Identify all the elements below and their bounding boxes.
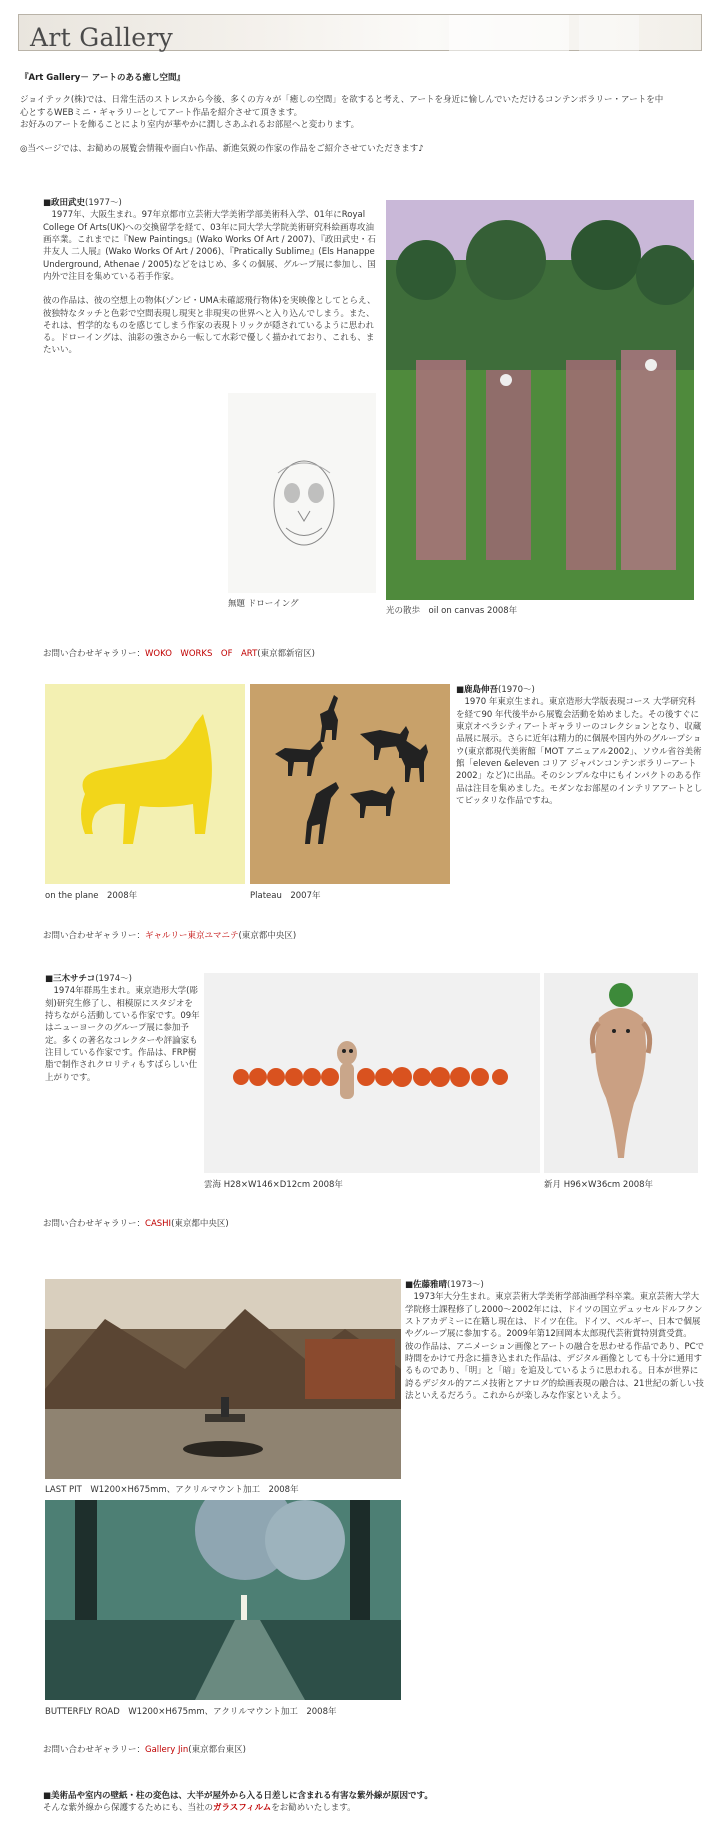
artwork-drawing-image [228, 393, 376, 593]
artwork-cloud-sea-image [204, 973, 540, 1173]
artwork-plateau-caption: Plateau 2007年 [250, 891, 321, 901]
intro-line-1: ジョイテック(株)では、日常生活のストレスから今後、多くの方々が「癒しの空間」を欲すると考え、アートを身近に愉しんでいただけるコンテンポラリー・アートを中 [20, 95, 664, 106]
artwork-last-pit-image [45, 1279, 401, 1479]
artist-1-bio-block [43, 197, 378, 357]
artwork-new-moon-caption: 新月 H96×W36cm 2008年 [544, 1180, 654, 1190]
page-title: Art Gallery [30, 23, 174, 52]
artist-1-gallery-contact [43, 648, 315, 660]
artwork-butterfly-road-caption: BUTTERFLY ROAD W1200×H675mm、アクリルマウント加工 2008年 [45, 1707, 337, 1717]
artist-2-gallery-contact [43, 930, 296, 942]
footer-line-2-start: そんな紫外線から保護するためにも、当社の [43, 1803, 214, 1814]
footer-line-2-end: をお勧めいたします。 [271, 1803, 356, 1814]
intro-line-3: お好みのアートを飾ることにより室内が華やかに潤しさあふれるお部屋へと変わります。 [20, 119, 360, 130]
artist-1-bio: 1977年、大阪生まれ。97年京都市立芸術大学美術学部美術科入学、01年にRoyal College Of Arts(UK)への交換留学を経て、03年に同大学大学院美術研究科絵画専攻油画卒業。これまでに『New Paintings』(Wako Works Of Art / 2007)、『政田武史・石井友人 二人展』(Wako Works Of Art / 2006)、『Pratically Sublime』(Els Hanappe Underground, Athenae / 2005)などをはじめ、多くの個展、グループ展に参加し、国内外で注目を集めている若手作家。 [43, 210, 376, 282]
artwork-plateau-image [250, 684, 450, 884]
intro-line-2: 心とするWEBミニ・ギャラリーとしてアート作品を紹介させて頂きます。 [20, 107, 303, 118]
artist-1-name: ■政田武史 [43, 198, 86, 208]
page-header [18, 14, 702, 51]
artist-2-gallery-location: (東京都中央区) [238, 931, 297, 941]
artwork-new-moon-image [544, 973, 698, 1173]
artist-3-years: (1974～) [95, 974, 132, 984]
artist-2-gallery-label: お問い合わせギャラリー： [43, 931, 146, 941]
intro-subtitle: 『Art Gallery－ アートのある癒し空間』 [20, 73, 186, 83]
artwork-last-pit-caption: LAST PIT W1200×H675mm、アクリルマウント加工 2008年 [45, 1485, 299, 1495]
artist-4-bio: 1973年大分生まれ。東京芸術大学美術学部油画学科卒業。東京芸術大学大学院修士課程修了し2000～2002年には、ドイツの国立デュッセルドルフクンストアカデミーに在籍し現在は、ドイツ在住。ドイツ、ベルギー、日本で個展やグループ展に参加する。2009年第12回岡本太郎現代芸術賞特別賞受賞。 [405, 1292, 703, 1340]
artwork-cloud-sea-caption: 雲海 H28×W146×D12cm 2008年 [204, 1180, 343, 1190]
glass-film-link[interactable]: ガラスフィルム [213, 1803, 272, 1814]
artist-3-gallery-location: (東京都中央区) [171, 1219, 229, 1229]
footer-line-1: ■美術品や室内の壁紙・柱の変色は、大半が屋外から入る日差しに含まれる有害な紫外線が原因です。 [43, 1791, 433, 1801]
artwork-on-the-plane-image [45, 684, 245, 884]
artist-4-gallery-contact [43, 1744, 246, 1756]
artist-3-gallery-contact [43, 1218, 229, 1230]
artist-3-gallery-link[interactable]: CASHI [145, 1219, 172, 1229]
artist-2-gallery-link[interactable]: ギャルリー東京ユマニテ [145, 931, 239, 941]
intro-section [20, 72, 700, 156]
artist-2-name: ■鹿島伸吾 [456, 685, 499, 695]
artist-1-gallery-link[interactable]: WOKO WORKS OF ART [145, 649, 258, 659]
artwork-walk-of-light-caption: 光の散歩 oil on canvas 2008年 [386, 606, 518, 616]
artist-1-years: (1977～) [85, 198, 122, 208]
intro-notice: ◎当ページでは、お勧めの展覧会情報や面白い作品、新進気鋭の作家の作品をご紹介させていただきます♪ [20, 144, 424, 155]
artist-2-years: (1970～) [498, 685, 535, 695]
artist-4-years: (1973～) [447, 1280, 484, 1290]
artist-3-gallery-label: お問い合わせギャラリー： [43, 1219, 146, 1229]
artist-3-bio-block [45, 973, 200, 1084]
artist-1-gallery-location: (東京都新宿区) [257, 649, 315, 659]
artist-4-gallery-link[interactable]: Gallery Jin [145, 1745, 189, 1755]
artist-4-gallery-location: (東京都台東区) [188, 1745, 246, 1755]
artist-3-bio: 1974年群馬生まれ。東京造形大学(彫刻)研究生修了し、相模原にスタジオを持ちながら活動している作家です。09年はニューヨークのグループ展に参加予定。多くの著名なコレクターや評論家も注目している作家です。作品は、FRP樹脂で制作されクロリティもすばらしい仕上がりです。 [45, 986, 200, 1083]
artwork-butterfly-road-image [45, 1500, 401, 1700]
artist-1-gallery-label: お問い合わせギャラリー： [43, 649, 146, 659]
artist-1-bio-2: 彼の作品は、彼の空想上の物体(ゾンビ・UMA未確認飛行物体)を実映像としてとらえ、彼独特なタッチと色彩で空間表現し現実と非現実の世界へと入り込んでしまう。また、それは、哲学的なものを感じてしまう作家の表現トリックが隠されているように思われる。ドローイングは、油彩の強さから一転して水彩で優しく描かれており、これも、またいい。 [43, 296, 376, 356]
artist-2-bio: 1970 年東京生まれ。東京造形大学版表現コース 大学研究科を経て90 年代後半から展覧会活動を始めました。その後すぐに東京オペラシティアートギャラリーのコレクションとなり、収蔵品展に展示。さらに近年は精力的に個展や国内外のグループショウ(東京都現代美術館「MOT アニュアル2002」、ソウル省谷美術館「eleven &eleven コリア ジャパンコンテンポラリーアート2002」など)に出品。そのシンプルな中にもインパクトのある作品は注目を集めました。モダンなお部屋のインテリアアートとしてピッタリな作品ですね。 [456, 697, 703, 806]
artist-4-gallery-label: お問い合わせギャラリー： [43, 1745, 146, 1755]
artwork-drawing-caption: 無題 ドローイング [228, 599, 299, 609]
artist-2-bio-block [456, 684, 704, 807]
artwork-on-the-plane-caption: on the plane 2008年 [45, 891, 138, 901]
footer-notice [43, 1790, 703, 1815]
artist-3-name: ■三木サチコ [45, 974, 96, 984]
artist-4-bio-block [405, 1279, 705, 1402]
artist-4-name: ■佐藤雅晴 [405, 1280, 448, 1290]
artist-4-bio-2: 彼の作品は、アニメーション画像とアートの融合を思わせる作品であり、PCで時間をかけて丹念に描き込まれた作品は、デジタル画像としても十分に通用するものであり、「明」と「暗」を追及しているように思われる。日本が世界に誇るデジタル的アニメ技術とアナログ的絵画表現の融合は、21世紀の新しい技法といえるだろう。これからが楽しみな作家といえよう。 [405, 1341, 705, 1401]
artwork-walk-of-light-image [386, 200, 694, 600]
